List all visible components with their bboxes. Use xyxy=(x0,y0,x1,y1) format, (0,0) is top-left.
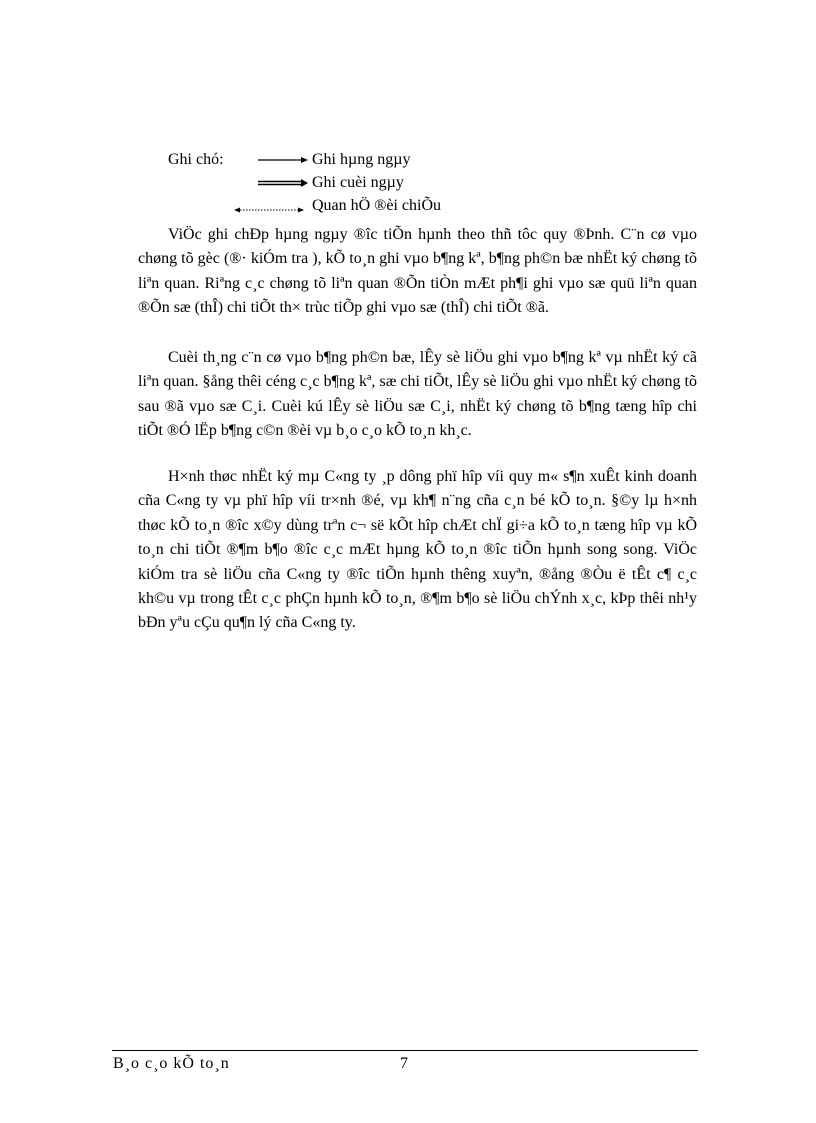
legend-row-reconciliation xyxy=(0,195,816,217)
legend-title: Ghi chó: xyxy=(168,151,224,168)
legend-end-of-day-label: Ghi cuèi ngµy xyxy=(312,174,404,191)
legend-reconciliation-label: Quan hÖ ®èi chiÕu xyxy=(312,197,442,214)
paragraph-text: H×nh thøc nhËt ký mµ C«ng ty ¸p dông phï hîp víi quy m« s¶n xuÊt kinh doanh cña C«ng ty vµ phï hîp víi tr×nh ®é, vµ kh¶ n¨ng cña c¸n bé kÕ to¸n. §©y lµ h×nh thøc kÕ to¸n ®îc x©y dùng trªn c¬ së kÕt hîp chÆt chÏ gi÷a kÕ to¸n tæng hîp vµ kÕ to¸n chi tiÕt ®¶m b¶o ®îc c¸c mÆt hµng kÕ to¸n ®îc tiÕn hµnh song song. ViÖc kiÓm tra sè liÖu cña C«ng ty ®îc tiÕn hµnh thêng xuyªn, ®ång ®Òu ë tÊt c¶ c¸c kh©u vµ trong tÊt c¸c phÇn hµnh kÕ to¸n, ®¶m b¶o sè liÖu chÝnh x¸c, kÞp thêi nh¹y bÐn yªu cÇu qu¶n lý cña C«ng ty. xyxy=(138,468,697,632)
dotted-bidirectional-arrow-icon xyxy=(234,195,304,217)
legend-row-end-of-day xyxy=(0,172,816,194)
paragraph-daily-recording xyxy=(138,223,697,321)
footer-divider xyxy=(112,1050,698,1051)
legend-row-daily xyxy=(0,149,816,171)
page-number: 7 xyxy=(400,1055,408,1072)
footer-title: B¸o c¸o kÕ to¸n xyxy=(113,1055,230,1072)
paragraph-month-end xyxy=(138,346,697,444)
paragraph-company-form xyxy=(138,465,697,636)
legend-daily-label: Ghi hµng ngµy xyxy=(312,151,411,168)
solid-arrow-icon xyxy=(258,149,308,171)
double-arrow-icon xyxy=(258,172,308,194)
paragraph-text: ViÖc ghi chÐp hµng ngµy ®îc tiÕn hµnh theo thñ tôc quy ®Þnh. C¨n cø vµo chøng tõ gèc (®· kiÓm tra ), kÕ to¸n ghi vµo b¶ng kª, b¶ng ph©n bæ nhËt ký chøng tõ liªn quan. Riªng c¸c chøng tõ liªn quan ®Õn tiÒn mÆt ph¶i ghi vµo sæ quü liªn quan ®Õn sæ (thÎ) chi tiÕt th× trùc tiÕp ghi vµo sæ (thÎ) chi tiÕt ®ã. xyxy=(138,226,697,317)
paragraph-text: Cuèi th¸ng c¨n cø vµo b¶ng ph©n bæ, lÊy sè liÖu ghi vµo b¶ng kª vµ nhËt ký cã liªn quan. §ång thêi céng c¸c b¶ng kª, sæ chi tiÕt, lÊy sè liÖu ghi vµo nhËt ký chøng tõ sau ®ã vµo sæ C¸i. Cuèi kú lÊy sè liÖu sæ C¸i, nhËt ký chøng tõ b¶ng tæng hîp chi tiÕt ®Ó lËp b¶ng c©n ®èi vµ b¸o c¸o kÕ to¸n kh¸c. xyxy=(138,349,697,440)
